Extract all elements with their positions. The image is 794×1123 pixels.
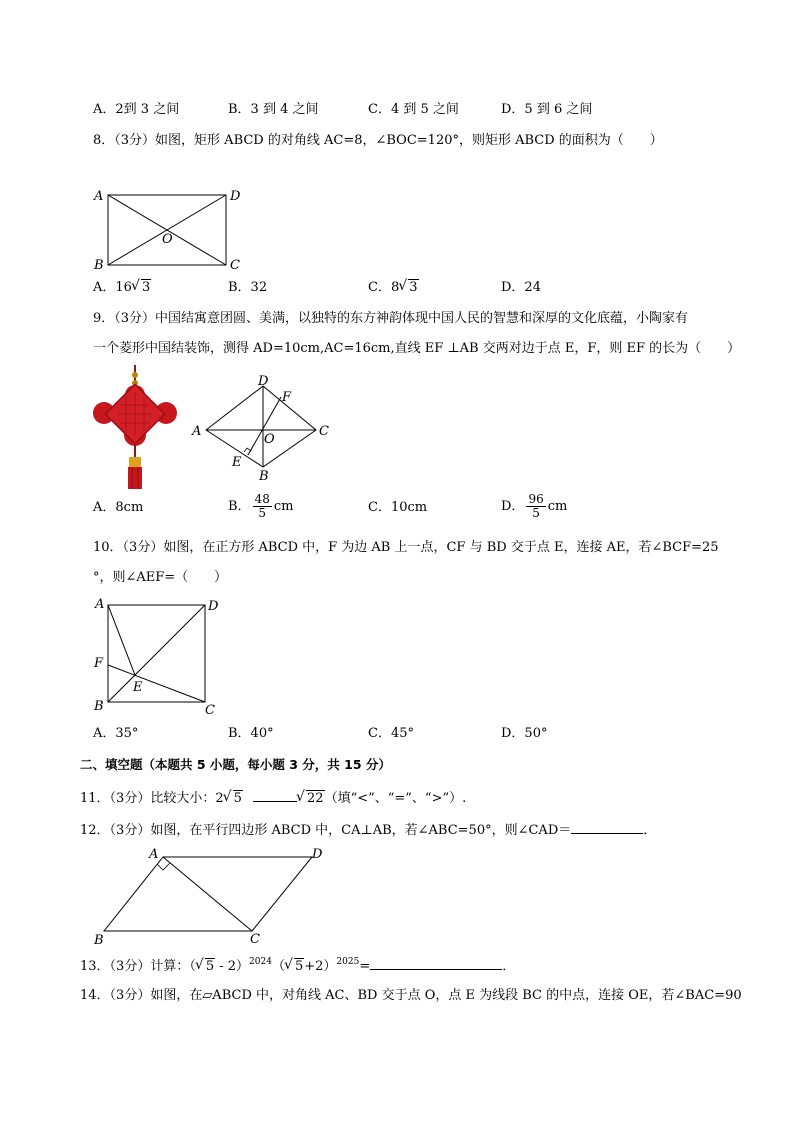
q10-option-b: B．40° [228,726,274,741]
q8-label-o: O [162,232,173,247]
q8-label-c: C [230,258,240,273]
q9-option-a: A．8cm [93,500,144,515]
q10-label-b: B [94,699,104,714]
q8-option-c: C．8√ 3 [368,280,419,296]
q7-option-a: A．2到 3 之间 [93,102,180,117]
q13-answer-blank[interactable] [370,957,502,970]
q10-label-d: D [208,599,219,614]
q7-option-c: C．4 到 5 之间 [368,102,459,117]
q11-stem: 11．（3分）比较大小：2√ 5 √ 22（填“<”、“=”、“>”）. [80,789,466,807]
q9-label-b: B [259,469,269,484]
q10-square-figure [90,595,230,720]
q12-label-d: D [312,847,323,862]
q9-label-f: F [282,390,292,405]
q10-option-d: D．50° [501,726,548,741]
q12-label-c: C [250,932,260,947]
q8-label-a: A [94,189,104,204]
q8-label-d: D [230,189,241,204]
q9-label-c: C [319,424,329,439]
q8-option-a: A．16√ 3 [93,280,151,296]
q10-stem-line2: °，则∠AEF=（ ） [93,570,228,585]
q14-stem: 14．（3分）如图，在▱ABCD 中，对角线 AC、BD 交于点 O，点 E 为线段 BC 的中点，连接 OE，若∠BAC=90 [80,988,742,1003]
chinese-knot-image [90,365,180,493]
q9-stem-line2: 一个菱形中国结装饰，测得 AD=10cm,AC=16cm,直线 EF ⊥AB 交两对边于点 E，F，则 EF 的长为（ ） [93,341,741,356]
q10-label-e: E [133,680,143,695]
q13-stem: 13．（3分）计算：（√ 5 - 2）$^{2024}$（√ 5+2）$^{2025}$= ． [80,957,515,975]
q9-rhombus-figure [188,373,333,485]
q8-option-d: D．24 [501,280,541,295]
q9-option-b: B． $\frac{48}{5}$ cm [228,492,294,520]
q12-label-a: A [149,847,159,862]
q7-option-b: B．3 到 4 之间 [228,102,319,117]
q8-stem: 8．（3分）如图，矩形 ABCD 的对角线 AC=8，∠BOC=120°，则矩形 ABCD 的面积为（ ） [93,133,663,148]
q9-label-d: D [258,374,269,389]
q10-option-a: A．35° [93,726,139,741]
q12-label-b: B [94,933,104,948]
q10-option-c: C．45° [368,726,414,741]
q7-option-d: D．5 到 6 之间 [501,102,593,117]
q9-label-o: O [264,432,275,447]
q12-parallelogram-figure [90,843,330,948]
q8-label-b: B [94,258,104,273]
q9-label-e: E [232,455,242,470]
q10-label-a: A [95,597,105,612]
section-heading: 二、填空题（本题共 5 小题，每小题 3 分，共 15 分） [80,757,391,772]
q8-rectangle-figure [90,185,250,273]
q11-answer-blank[interactable] [253,789,297,802]
q12-stem: 12．（3分）如图，在平行四边形 ABCD 中，CA⊥AB，若∠ABC=50°，则∠CAD＝ ． [80,823,657,838]
q8-option-b: B．32 [228,280,268,295]
q10-label-f: F [94,656,104,671]
q9-option-d: D． $\frac{96}{5}$ cm [501,492,568,520]
q9-stem-line1: 9．（3分）中国结寓意团圆、美满，以独特的东方神韵体现中国人民的智慧和深厚的文化底蕴，小陶家有 [93,311,689,326]
q10-label-c: C [205,703,215,718]
q10-stem-line1: 10．（3分）如图，在正方形 ABCD 中，F 为边 AB 上一点，CF 与 BD 交于点 E，连接 AE，若∠BCF=25 [93,540,719,555]
q9-option-c: C．10cm [368,500,428,515]
q12-answer-blank[interactable] [571,821,643,834]
q9-label-a: A [192,424,202,439]
